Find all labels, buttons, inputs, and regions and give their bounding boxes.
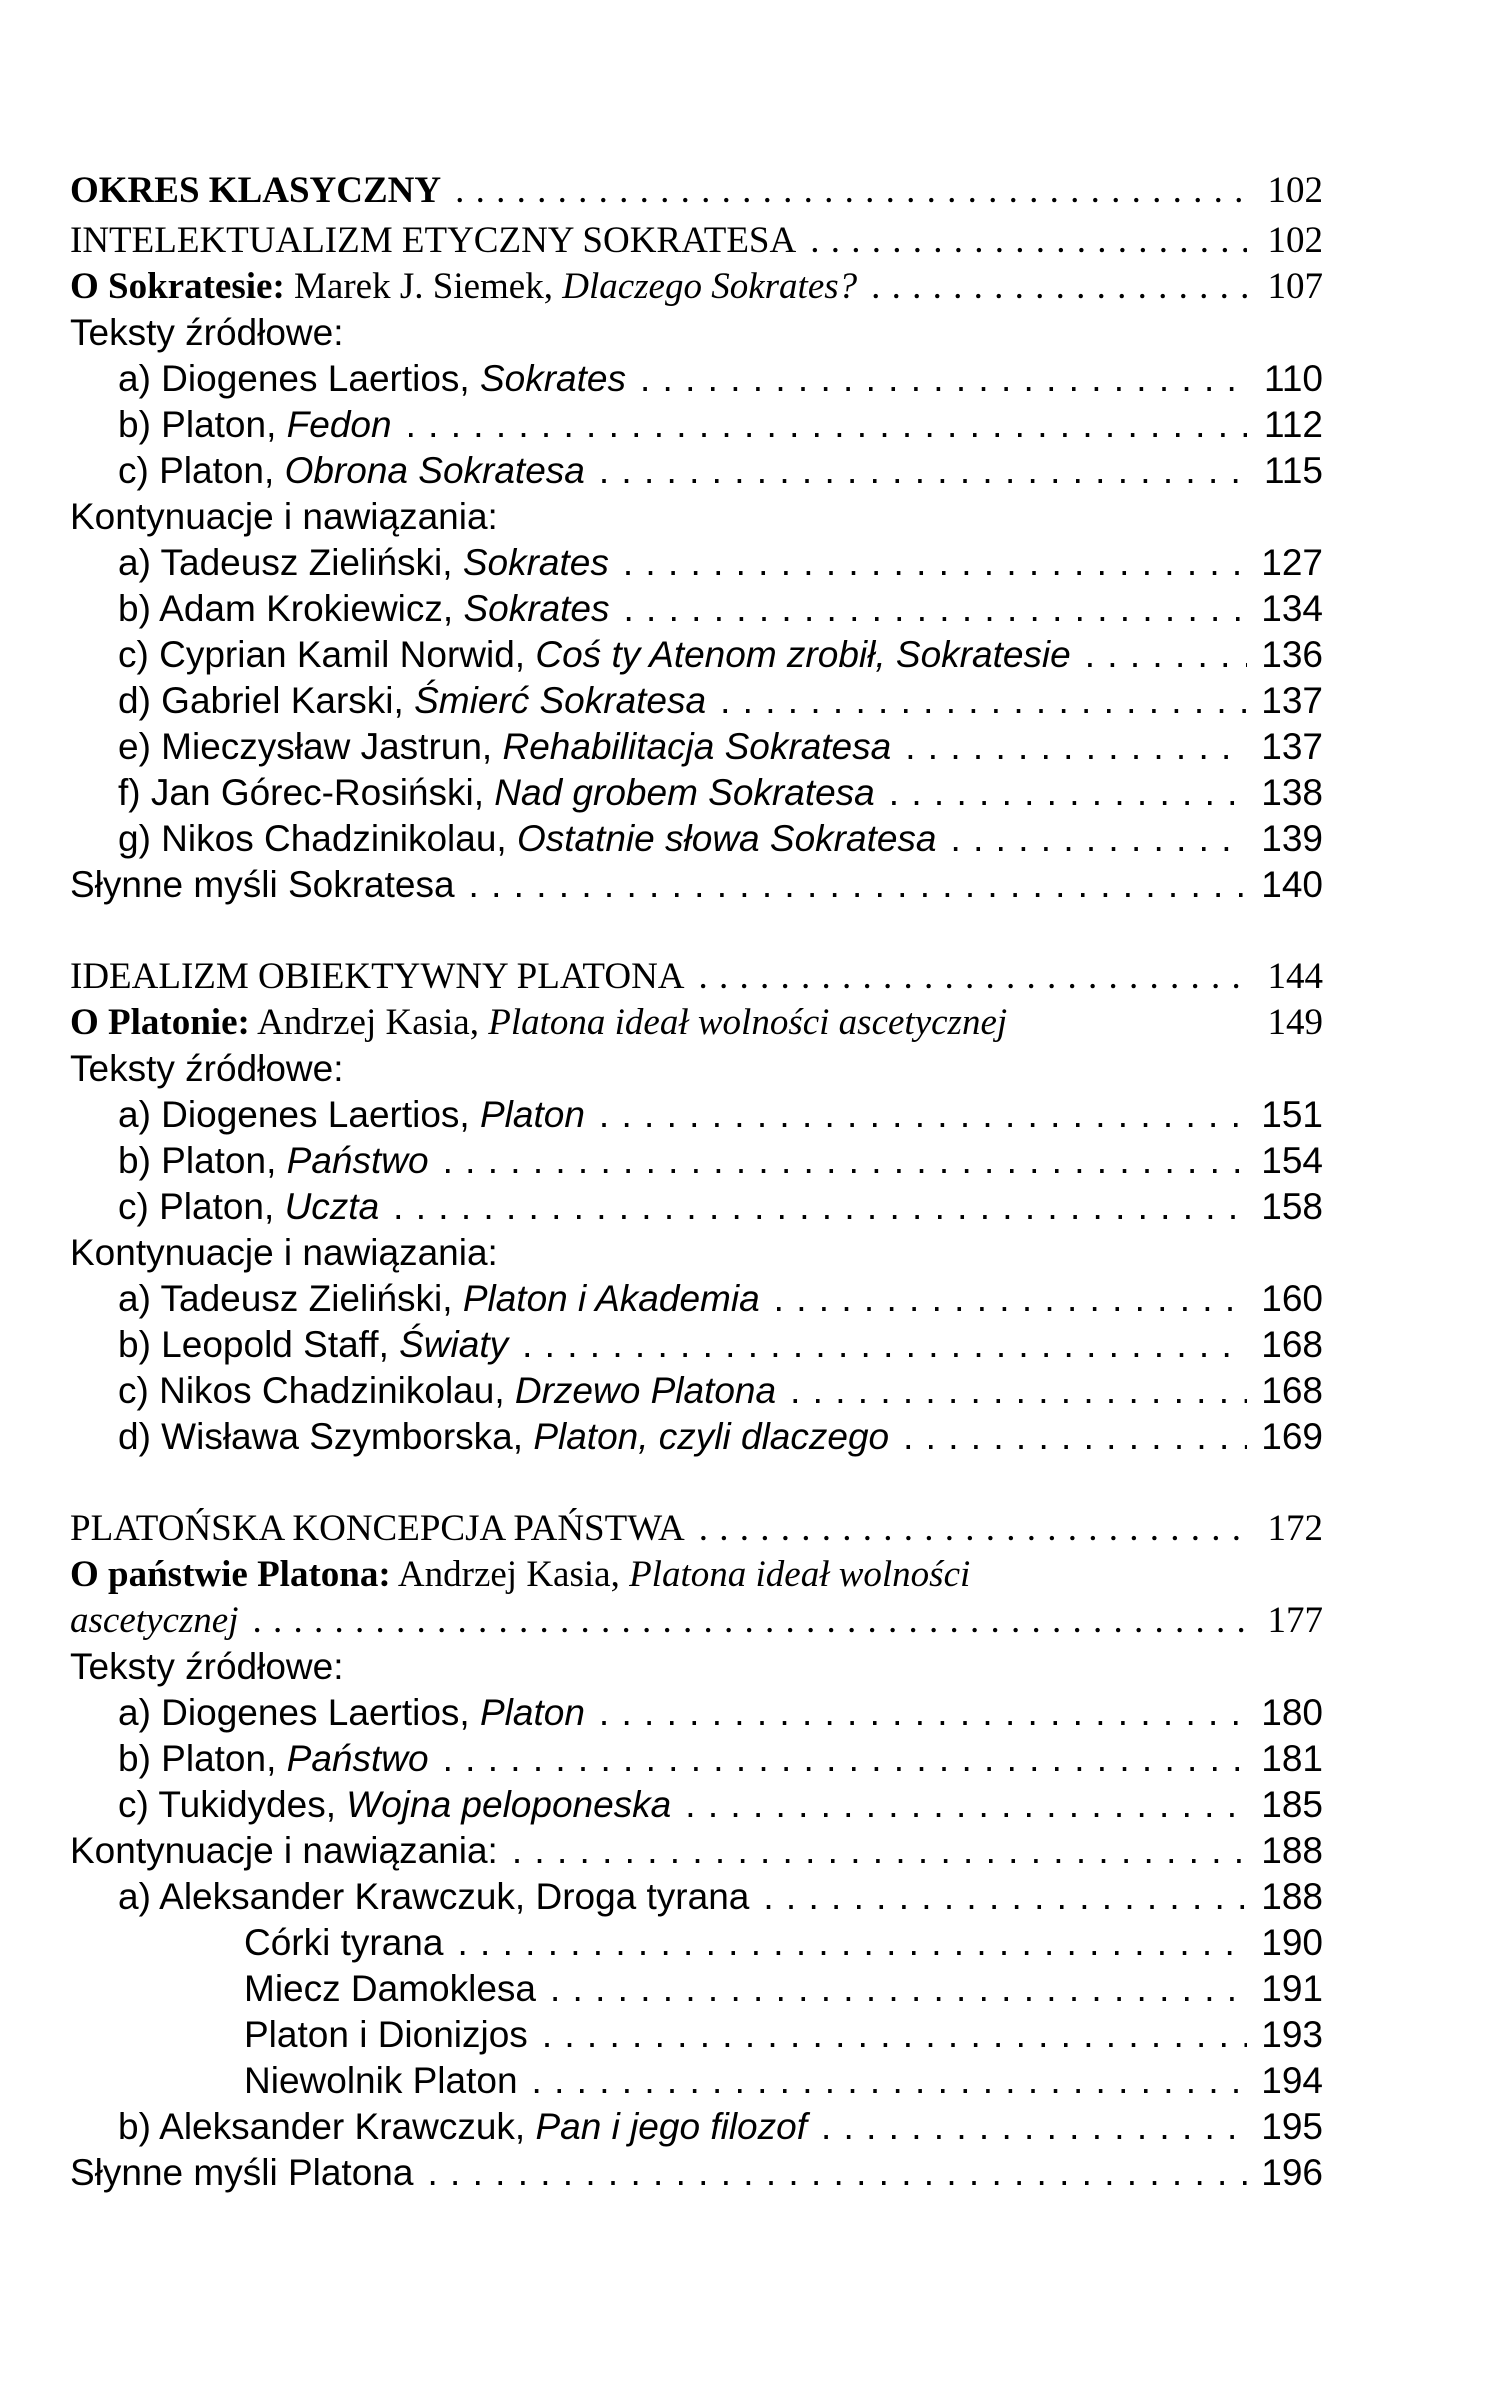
page-number: 172 (1267, 1508, 1323, 1549)
entry-author: a) Diogenes Laertios, (118, 1692, 470, 1733)
page-number: 168 (1261, 1324, 1323, 1365)
sources-heading: Teksty źródłowe: (70, 1646, 344, 1687)
dot-leader (763, 1874, 1247, 1920)
about-author: Marek J. Siemek, (294, 266, 553, 307)
subentry-title: Córki tyrana (244, 1922, 444, 1963)
table-of-contents (70, 168, 1323, 2196)
entry-author: c) Platon, (118, 1186, 275, 1227)
toc-about-entry-line2[interactable] (70, 1598, 1323, 1644)
entry-work: Obrona Sokratesa (284, 450, 585, 491)
dot-leader (905, 724, 1247, 770)
toc-entry[interactable] (70, 586, 1323, 632)
toc-entry[interactable] (70, 1322, 1323, 1368)
page-number: 102 (1267, 220, 1323, 261)
dot-leader (599, 1690, 1247, 1736)
toc-entry[interactable] (70, 1184, 1323, 1230)
toc-subentry[interactable] (70, 2012, 1323, 2058)
entry-author: b) Aleksander Krawczuk, (118, 2106, 526, 2147)
about-work: Dlaczego Sokrates? (562, 266, 858, 307)
page-number: 160 (1261, 1278, 1323, 1319)
page-number: 193 (1261, 2014, 1323, 2055)
page-number: 139 (1261, 818, 1323, 859)
entry-work: Sokrates (479, 358, 626, 399)
sources-list (70, 1690, 1323, 1828)
toc-subentry[interactable] (70, 1966, 1323, 2012)
page-number: 177 (1267, 1600, 1323, 1641)
page-number: 110 (1264, 358, 1323, 399)
entry-work: Platon i Akademia (462, 1278, 760, 1319)
dot-leader (871, 264, 1247, 310)
continuations-heading: Kontynuacje i nawiązania: (70, 1830, 498, 1871)
page-number: 188 (1261, 1830, 1323, 1871)
entry-work: Śmierć Sokratesa (414, 680, 707, 721)
page-number: 190 (1261, 1922, 1323, 1963)
dot-leader (512, 1828, 1247, 1874)
dot-leader (443, 1138, 1247, 1184)
dot-leader (455, 168, 1247, 214)
dot-leader (685, 1782, 1247, 1828)
dot-leader (821, 2104, 1247, 2150)
page-number: 194 (1261, 2060, 1323, 2101)
entry-work: Drzewo Platona (514, 1370, 777, 1411)
page-number: 134 (1261, 588, 1323, 629)
entry-work: Światy (399, 1324, 509, 1365)
section-title: IDEALIZM OBIEKTYWNY PLATONA (70, 956, 685, 997)
entry-work: Uczta (284, 1186, 380, 1227)
continuations-heading: Kontynuacje i nawiązania: (70, 1232, 498, 1273)
dot-leader (522, 1322, 1247, 1368)
page-number: 180 (1261, 1692, 1323, 1733)
toc-section-title[interactable] (70, 218, 1323, 264)
entry-author: e) Mieczysław Jastrun, (118, 726, 493, 767)
subentry-title: Niewolnik Platon (244, 2060, 518, 2101)
toc-about-entry-line1[interactable] (70, 1552, 1323, 1598)
page-number: 107 (1267, 266, 1323, 307)
toc-entry[interactable] (70, 1736, 1323, 1782)
entry-author: b) Platon, (118, 1738, 277, 1779)
dot-leader (599, 1092, 1247, 1138)
toc-section-title[interactable] (70, 954, 1323, 1000)
page-number: 136 (1261, 634, 1323, 675)
dot-leader (469, 862, 1247, 908)
toc-entry[interactable] (70, 356, 1323, 402)
section-title: PLATOŃSKA KONCEPCJA PAŃSTWA (70, 1508, 685, 1549)
famous-thoughts-title: Słynne myśli Platona (70, 2152, 414, 2193)
entry-work: Platon (479, 1094, 585, 1135)
entry-author: a) Tadeusz Zieliński, (118, 1278, 453, 1319)
page-number: 154 (1261, 1140, 1323, 1181)
entry-work: Państwo (286, 1738, 429, 1779)
entry-author: b) Adam Krokiewicz, (118, 588, 454, 629)
about-work-continued: ascetycznej (70, 1600, 239, 1641)
entry-work: Fedon (286, 404, 392, 445)
about-entry-label (70, 1552, 1323, 1598)
entry-author: b) Leopold Staff, (118, 1324, 389, 1365)
subentry-title: Platon i Dionizjos (244, 2014, 528, 2055)
continuations-list (70, 1276, 1323, 1460)
toc-entry[interactable] (70, 1874, 1323, 1920)
page-number: 169 (1261, 1416, 1323, 1457)
toc-subheading (70, 310, 1323, 356)
page-number: 112 (1264, 404, 1323, 445)
entry-author: a) Diogenes Laertios, (118, 358, 470, 399)
toc-entry-period[interactable] (70, 168, 1323, 214)
toc-subheading-with-page[interactable] (70, 1828, 1323, 1874)
toc-entry[interactable] (70, 678, 1323, 724)
dot-leader (457, 1920, 1247, 1966)
sources-heading: Teksty źródłowe: (70, 312, 344, 353)
page-number: 195 (1261, 2106, 1323, 2147)
dot-leader (720, 678, 1247, 724)
continuations-list (70, 540, 1323, 862)
dot-leader (623, 540, 1247, 586)
toc-entry[interactable] (70, 1782, 1323, 1828)
toc-entry[interactable] (70, 402, 1323, 448)
entry-author: c) Cyprian Kamil Norwid, (118, 634, 526, 675)
page-number: 196 (1261, 2152, 1323, 2193)
entry-author: g) Nikos Chadzinikolau, (118, 818, 507, 859)
toc-subheading (70, 1046, 1323, 1092)
about-label: O Platonie: (70, 1002, 250, 1043)
dot-leader (1085, 632, 1247, 678)
dot-leader (903, 1414, 1247, 1460)
toc-entry[interactable] (70, 1414, 1323, 1460)
page-number: 115 (1264, 450, 1323, 491)
dot-leader (599, 448, 1247, 494)
page-number: 137 (1261, 680, 1323, 721)
entry-work: Droga tyrana (535, 1876, 750, 1917)
entry-work: Platon, czyli dlaczego (533, 1416, 890, 1457)
toc-entry[interactable] (70, 1276, 1323, 1322)
entry-work: Nad grobem Sokratesa (494, 772, 875, 813)
page-number: 127 (1261, 542, 1323, 583)
dot-leader (640, 356, 1247, 402)
dot-leader (889, 770, 1247, 816)
toc-subentry[interactable] (70, 2058, 1323, 2104)
toc-entry[interactable] (70, 540, 1323, 586)
about-label: O Sokratesie: (70, 266, 285, 307)
entry-author: d) Wisława Szymborska, (118, 1416, 524, 1457)
toc-entry[interactable] (70, 448, 1323, 494)
entry-work: Ostatnie słowa Sokratesa (516, 818, 937, 859)
toc-entry[interactable] (70, 632, 1323, 678)
toc-subheading (70, 494, 1323, 540)
sources-list (70, 356, 1323, 494)
toc-entry[interactable] (70, 816, 1323, 862)
dot-leader (542, 2012, 1247, 2058)
sources-list (70, 1092, 1323, 1230)
page-number: 149 (1267, 1002, 1323, 1043)
page-number: 158 (1261, 1186, 1323, 1227)
page-number: 138 (1261, 772, 1323, 813)
entry-work: Wojna peloponeska (346, 1784, 672, 1825)
entry-author: b) Platon, (118, 1140, 277, 1181)
toc-entry[interactable] (70, 1690, 1323, 1736)
continuations-heading: Kontynuacje i nawiązania: (70, 496, 498, 537)
toc-entry[interactable] (70, 1092, 1323, 1138)
dot-leader (550, 1966, 1247, 2012)
dot-leader (623, 586, 1247, 632)
about-entry-label (70, 264, 857, 310)
entry-author: c) Nikos Chadzinikolau, (118, 1370, 505, 1411)
section-title: INTELEKTUALIZM ETYCZNY SOKRATESA (70, 220, 797, 261)
toc-section-title[interactable] (70, 1506, 1323, 1552)
page-number: 191 (1261, 1968, 1323, 2009)
about-work: Platona ideał wolności (629, 1554, 971, 1595)
toc-subheading (70, 1230, 1323, 1276)
about-work: Platona ideał wolności ascetycznej (488, 1002, 1008, 1043)
page-number: 181 (1261, 1738, 1323, 1779)
page-number: 188 (1261, 1876, 1323, 1917)
dot-leader (443, 1736, 1247, 1782)
toc-about-entry[interactable] (70, 264, 1323, 310)
page-number: 137 (1261, 726, 1323, 767)
page-number: 151 (1261, 1094, 1323, 1135)
famous-thoughts-title: Słynne myśli Sokratesa (70, 864, 455, 905)
entry-work: Platon (479, 1692, 585, 1733)
toc-entry[interactable] (70, 724, 1323, 770)
entry-author: f) Jan Górec-Rosiński, (118, 772, 484, 813)
entry-work: Coś ty Atenom zrobił, Sokratesie (535, 634, 1071, 675)
entry-work: Rehabilitacja Sokratesa (502, 726, 892, 767)
continuations-list (70, 1874, 1323, 2150)
dot-leader (810, 218, 1247, 264)
entry-author: a) Aleksander Krawczuk, (118, 1876, 526, 1917)
about-label: O państwie Platona: (70, 1554, 391, 1595)
toc-subentry[interactable] (70, 1920, 1323, 1966)
dot-leader (790, 1368, 1247, 1414)
page-number: 102 (1267, 170, 1323, 211)
toc-entry[interactable] (70, 1138, 1323, 1184)
entry-work: Sokrates (463, 588, 610, 629)
page-number: 185 (1261, 1784, 1323, 1825)
period-title: OKRES KLASYCZNY (70, 170, 442, 211)
subentry-title: Miecz Damoklesa (244, 1968, 536, 2009)
dot-leader (774, 1276, 1247, 1322)
dot-leader (252, 1598, 1247, 1644)
entry-author: d) Gabriel Karski, (118, 680, 404, 721)
dot-leader (393, 1184, 1247, 1230)
about-author: Andrzej Kasia, (257, 1002, 479, 1043)
entry-author: b) Platon, (118, 404, 277, 445)
entry-author: a) Diogenes Laertios, (118, 1094, 470, 1135)
dot-leader (699, 1506, 1247, 1552)
sources-heading: Teksty źródłowe: (70, 1048, 344, 1089)
entry-work: Sokrates (462, 542, 609, 583)
toc-entry[interactable] (70, 770, 1323, 816)
entry-author: c) Tukidydes, (118, 1784, 336, 1825)
dot-leader (951, 816, 1247, 862)
toc-entry-famous-thoughts[interactable] (70, 2150, 1323, 2196)
dot-leader (699, 954, 1247, 1000)
about-author: Andrzej Kasia, (397, 1554, 620, 1595)
page-number: 140 (1261, 864, 1323, 905)
entry-author: c) Platon, (118, 450, 275, 491)
entry-author: a) Tadeusz Zieliński, (118, 542, 453, 583)
dot-leader (532, 2058, 1247, 2104)
toc-subheading (70, 1644, 1323, 1690)
toc-entry[interactable] (70, 2104, 1323, 2150)
toc-entry-famous-thoughts[interactable] (70, 862, 1323, 908)
entry-work: Państwo (286, 1140, 429, 1181)
dot-leader (427, 2150, 1247, 2196)
page-number: 168 (1261, 1370, 1323, 1411)
page-number: 144 (1267, 956, 1323, 997)
toc-entry[interactable] (70, 1368, 1323, 1414)
about-entry-label (70, 1000, 1257, 1046)
dot-leader (406, 402, 1247, 448)
toc-about-entry[interactable] (70, 1000, 1323, 1046)
entry-work: Pan i jego filozof (535, 2106, 807, 2147)
